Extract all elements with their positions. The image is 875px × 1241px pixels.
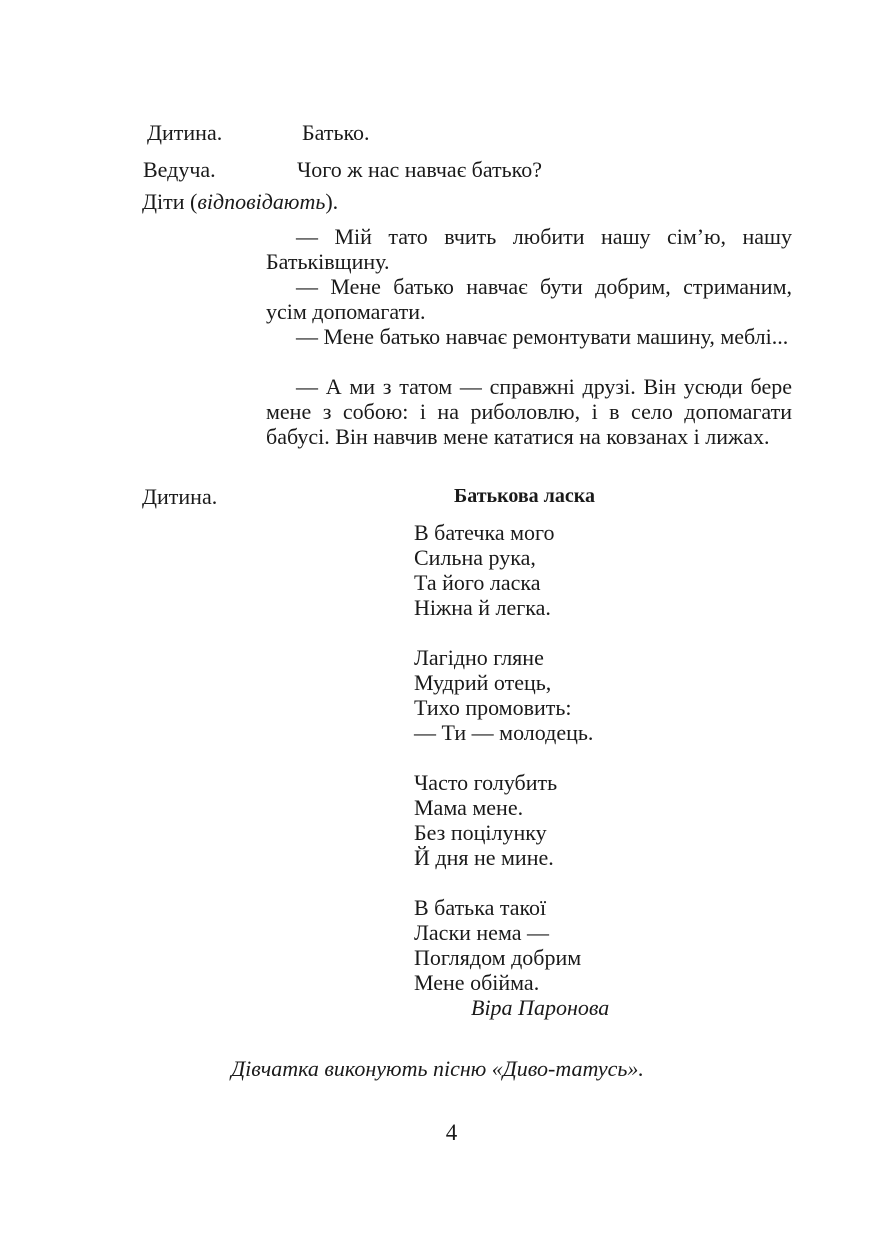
- poem-line: Ніжна й легка.: [414, 595, 551, 620]
- page-number: 4: [445, 1120, 458, 1145]
- answer-paragraph: — Мій тато вчить любити нашу сім’ю, нашу Батьківщину.: [266, 224, 792, 274]
- poem-line: В батечка мого: [414, 520, 555, 545]
- poem-line: Без поцілунку: [414, 820, 547, 845]
- speaker-label: Дитина.: [142, 484, 218, 509]
- answer-paragraph: — Мене батько навчає бути добрим, стриманим, усім допомагати.: [266, 274, 792, 324]
- poem-line: Та його ласка: [414, 570, 541, 595]
- speaker-label: Ведуча.: [143, 157, 216, 182]
- speaker-label: Діти (: [142, 189, 198, 214]
- dialogue-line: Батько.: [302, 120, 370, 145]
- children-intro: Діти (відповідають).: [142, 189, 339, 214]
- answer-paragraph: — Мене батько навчає ремонтувати машину, меблі...: [296, 324, 789, 349]
- poem-line: Лагідно гляне: [414, 645, 544, 670]
- poem-title: Батькова ласка: [454, 485, 595, 507]
- poem-body: [414, 520, 593, 995]
- speaker-label: Дитина.: [147, 120, 223, 145]
- poem-line: Тихо промовить:: [414, 695, 572, 720]
- poem-line: Мене обійма.: [414, 970, 540, 995]
- poem-line: Ласки нема —: [414, 920, 549, 945]
- stage-direction: Дівчатка виконують пісню «Диво-татусь».: [231, 1056, 644, 1081]
- poem-line: Мудрий отець,: [414, 670, 552, 695]
- poem-line: — Ти — молодець.: [414, 720, 594, 745]
- poem-author: Віра Паронова: [471, 995, 610, 1020]
- poem-line: Мама мене.: [414, 795, 524, 820]
- poem-line: Сильна рука,: [414, 545, 536, 570]
- poem-line: Часто голубить: [414, 770, 558, 795]
- poem-line: Поглядом добрим: [414, 945, 582, 970]
- poem-line: Й дня не мине.: [414, 845, 554, 870]
- poem-line: В батька такої: [414, 895, 547, 920]
- stage-direction-inline: відповідають: [197, 189, 326, 214]
- answer-paragraph: — А ми з татом — справжні друзі. Він усюди бере мене з собою: і на риболовлю, і в село допомагати бабусі. Він навчив мене кататися на ковзанах і лижах.: [266, 374, 792, 449]
- dialogue-line: Чого ж нас навчає батько?: [297, 157, 543, 182]
